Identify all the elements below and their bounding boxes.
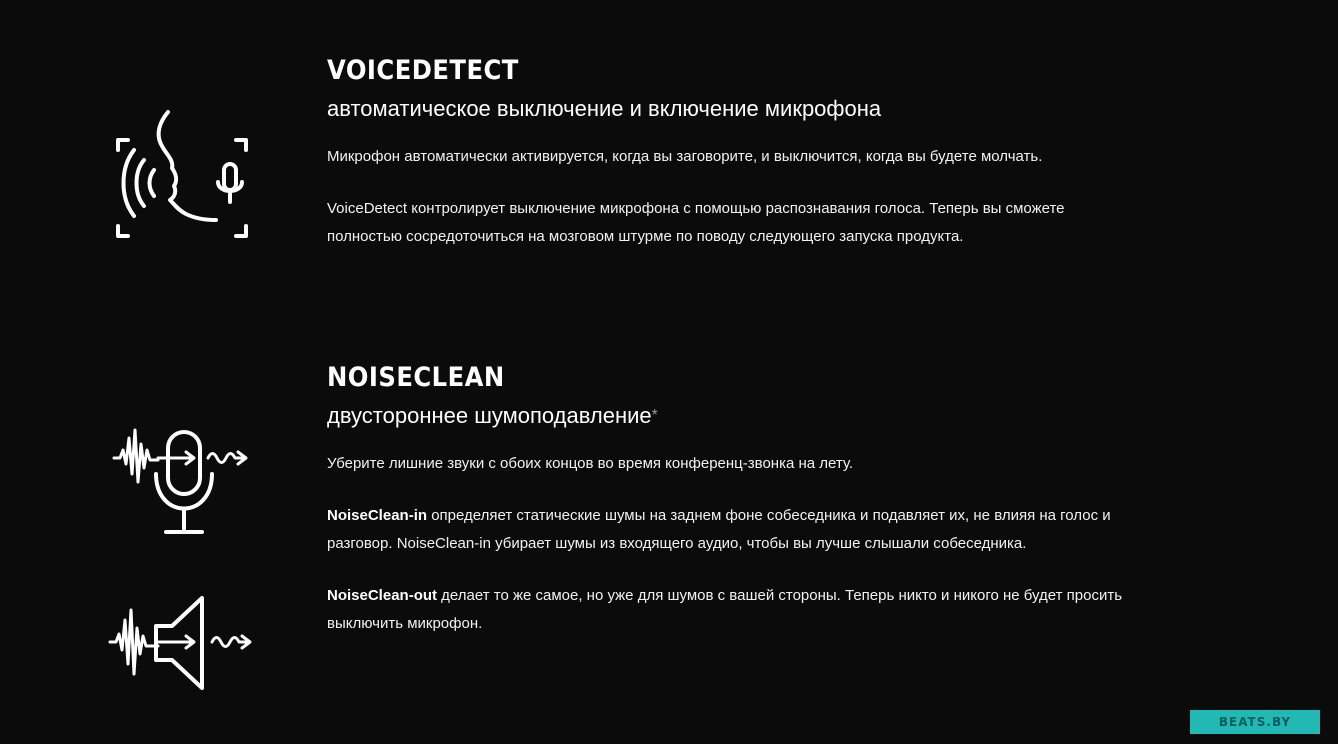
voicedetect-paragraph-2-line-1: VoiceDetect контролирует выключение микрофона с помощью распознавания голоса. Теперь вы сможете <box>327 200 1065 217</box>
voicedetect-paragraph-2 <box>327 195 1187 251</box>
voicedetect-paragraph-2-line-2: полностью сосредоточиться на мозговом штурме по поводу следующего запуска продукта. <box>327 228 964 245</box>
voicedetect-title: VOICEDETECT <box>327 55 519 86</box>
noiseclean-title: NOISECLEAN <box>327 362 505 393</box>
noiseclean-out-text-line-2: выключить микрофон. <box>327 615 483 632</box>
noiseclean-in-text-line-2: разговор. NoiseClean-in убирает шумы из входящего аудио, чтобы вы лучше слышали собеседника. <box>327 535 1027 552</box>
noiseclean-subtitle-text: двустороннее шумоподавление <box>327 403 652 428</box>
noiseclean-in-text-line-1: определяет статические шумы на заднем фоне собеседника и подавляет их, не влияя на голос и <box>427 507 1111 524</box>
voicedetect-section <box>327 55 1187 251</box>
noiseclean-out-paragraph <box>327 582 1187 638</box>
noiseclean-paragraph-1: Уберите лишние звуки с обоих концов во время конференц-звонка на лету. <box>327 455 854 472</box>
noiseclean-out-text-line-1: делает то же самое, но уже для шумов с вашей стороны. Теперь никто и никого не будет просить <box>437 587 1123 604</box>
voicedetect-subtitle: автоматическое выключение и включение микрофона <box>327 96 882 121</box>
voicedetect-paragraph-1: Микрофон автоматически активируется, когда вы заговорите, и выключится, когда вы будете молчать. <box>327 148 1043 165</box>
noiseclean-in-paragraph <box>327 502 1187 558</box>
face-voice-mic-icon <box>112 108 254 242</box>
noiseclean-subtitle <box>327 402 1187 430</box>
noiseclean-out-term: NoiseClean-out <box>327 587 438 604</box>
noiseclean-section <box>327 362 1187 638</box>
noiseclean-in-term: NoiseClean-in <box>327 507 428 524</box>
noiseclean-subtitle-asterisk: * <box>651 407 658 424</box>
noise-speaker-icon <box>108 594 258 692</box>
watermark-logo: BEATS.BY <box>1190 710 1320 734</box>
noise-mic-icon <box>112 428 256 540</box>
